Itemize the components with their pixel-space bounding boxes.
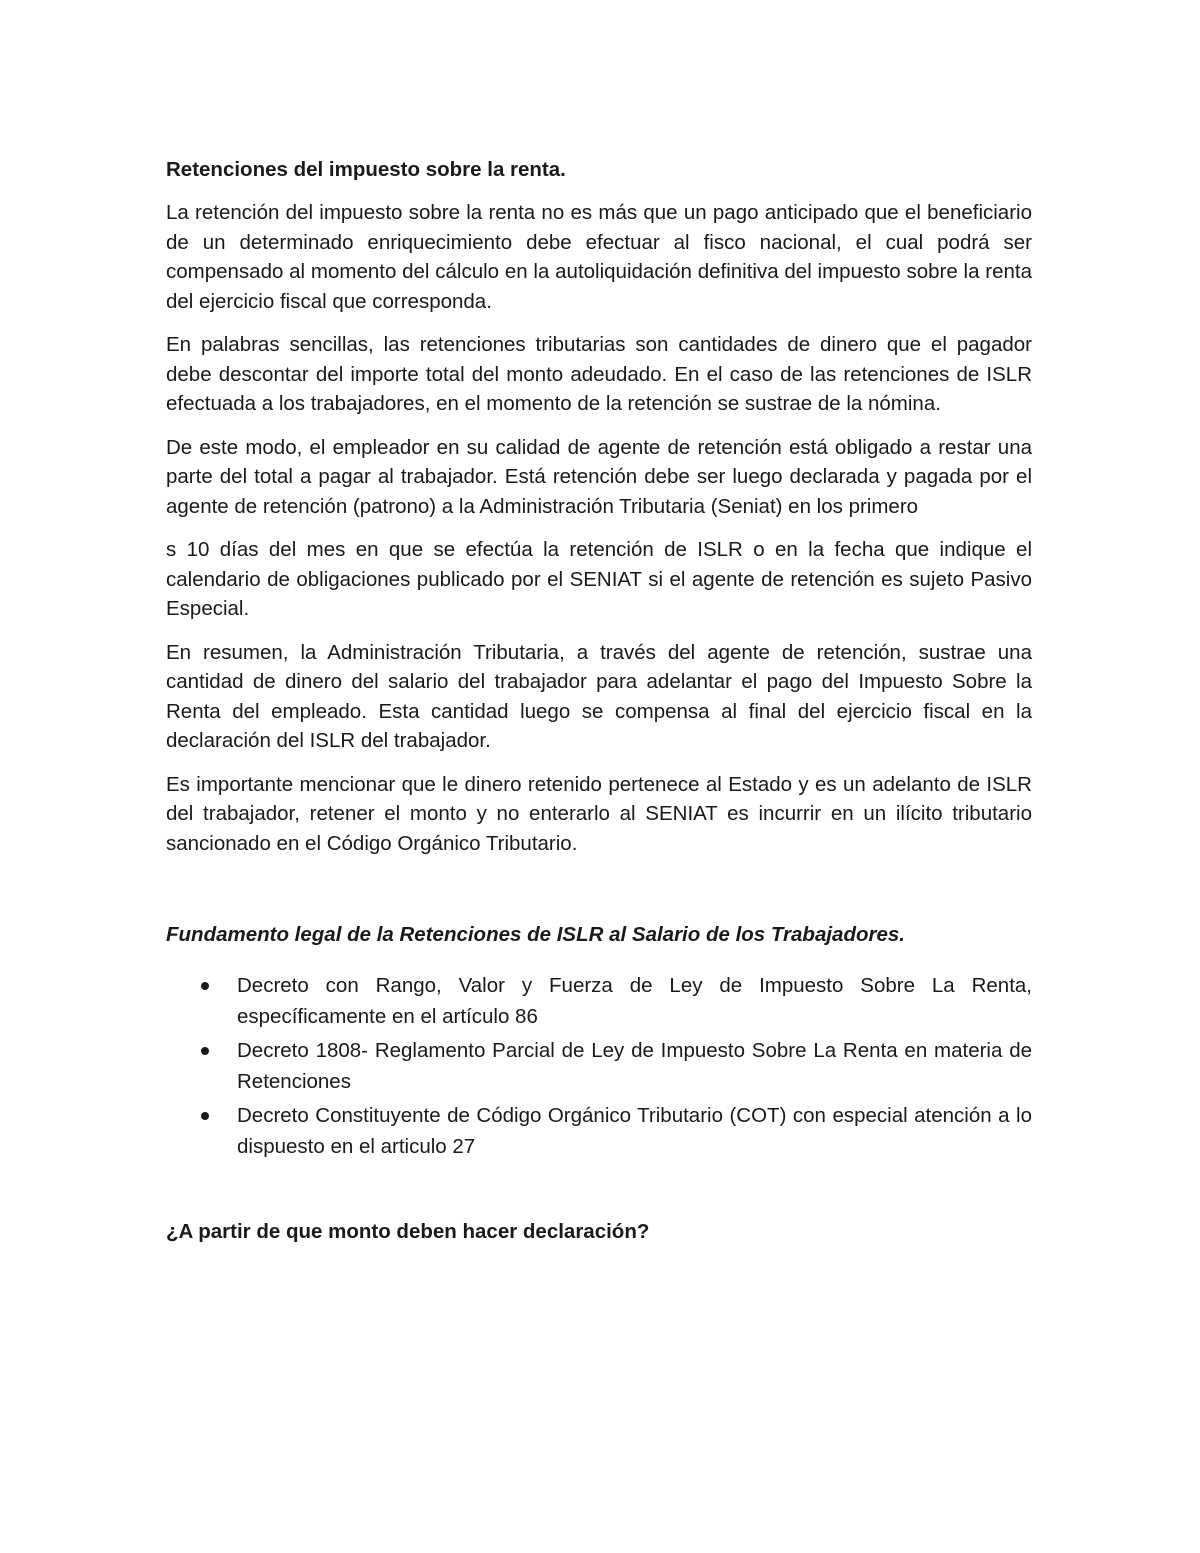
bullet-icon (201, 982, 209, 990)
paragraph: En palabras sencillas, las retenciones tributarias son cantidades de dinero que el pagador debe descontar del importe total del monto adeudado. En el caso de las retenciones de ISLR efectuada a los trabajadores, en el momento de la retención se sustrae de la nómina. (166, 333, 1032, 415)
list-item (166, 1035, 1032, 1097)
bullet-icon (201, 1047, 209, 1055)
bullet-icon (201, 1112, 209, 1120)
section-title-retenciones: Retenciones del impuesto sobre la renta. (166, 158, 566, 181)
section-title-fundamento-legal: Fundamento legal de la Retenciones de ISLR al Salario de los Trabajadores. (166, 923, 905, 946)
paragraph: En resumen, la Administración Tributaria, a través del agente de retención, sustrae una cantidad de dinero del salario del trabajador para adelantar el pago del Impuesto Sobre la Renta del empleado. Esta cantidad luego se compensa al final del ejercicio fiscal en la declaración del ISLR del trabajador. (166, 640, 1032, 752)
list-item-text: Decreto Constituyente de Código Orgánico Tributario (COT) con especial atención a lo dispuesto en el articulo 27 (237, 1104, 1032, 1158)
legal-basis-list (166, 970, 1032, 1162)
paragraph: La retención del impuesto sobre la renta no es más que un pago anticipado que el beneficiario de un determinado enriquecimiento debe efectuar al fisco nacional, el cual podrá ser compensado al momento del cálculo en la autoliquidación definitiva del impuesto sobre la renta del ejercicio fiscal que corresponda. (166, 201, 1032, 313)
spacer (166, 1165, 1032, 1217)
list-item (166, 1100, 1032, 1162)
paragraph: De este modo, el empleador en su calidad de agente de retención está obligado a restar una parte del total a pagar al trabajador. Está retención debe ser luego declarada y pagada por el agente de retención (patrono) a la Administración Tributaria (Seniat) en los primero (166, 435, 1032, 518)
paragraph: Es importante mencionar que le dinero retenido pertenece al Estado y es un adelanto de ISLR del trabajador, retener el monto y no enterarlo al SENIAT es incurrir en un ilícito tributario sancionado en el Código Orgánico Tributario. (166, 772, 1032, 855)
section-title-monto-declaracion: ¿A partir de que monto deben hacer declaración? (166, 1220, 650, 1243)
document-page (166, 155, 1032, 1260)
spacer (166, 872, 1032, 920)
list-item-text: Decreto con Rango, Valor y Fuerza de Ley de Impuesto Sobre La Renta, específicamente en el artículo 86 (237, 974, 1032, 1028)
list-item-text: Decreto 1808- Reglamento Parcial de Ley de Impuesto Sobre La Renta en materia de Retenciones (237, 1039, 1032, 1093)
list-item (166, 970, 1032, 1032)
paragraph: s 10 días del mes en que se efectúa la retención de ISLR o en la fecha que indique el calendario de obligaciones publicado por el SENIAT si el agente de retención es sujeto Pasivo Especial. (166, 538, 1032, 620)
